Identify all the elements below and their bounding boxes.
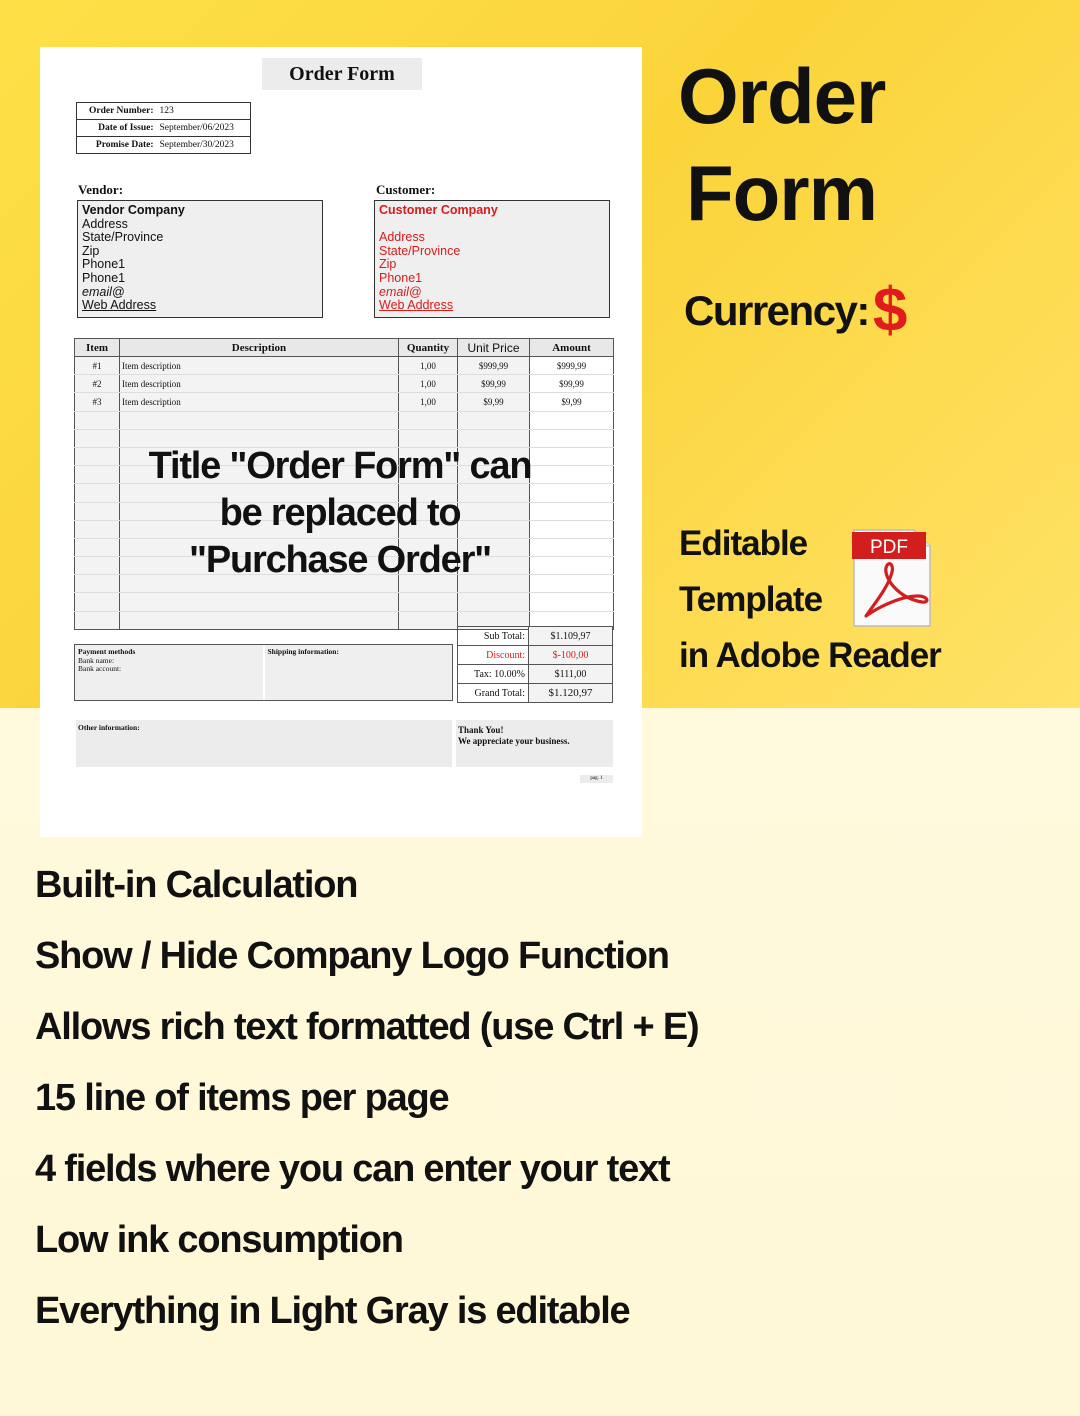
empty-item-unit-price[interactable]	[458, 593, 530, 611]
customer-company: Customer Company	[379, 203, 498, 217]
note-line-2: be replaced to	[219, 492, 461, 534]
item-number[interactable]: #2	[75, 375, 120, 393]
payment-methods-field[interactable]	[75, 645, 263, 700]
empty-item-amount	[530, 411, 614, 429]
item-amount: $99,99	[530, 375, 614, 393]
empty-item-number[interactable]	[75, 411, 120, 429]
item-quantity[interactable]: 1,00	[399, 393, 458, 411]
date-of-issue-field[interactable]: September/06/2023	[157, 120, 251, 137]
item-amount: $9,99	[530, 393, 614, 411]
feature-item: Everything in Light Gray is editable	[35, 1290, 630, 1332]
promise-date-label: Promise Date:	[77, 137, 157, 154]
customer-address: Address	[379, 230, 425, 245]
header-quantity: Quantity	[399, 339, 458, 357]
item-description[interactable]: Item description	[120, 393, 399, 411]
editable-line-3: in Adobe Reader	[679, 636, 941, 675]
empty-table-row	[75, 593, 614, 611]
empty-table-row	[75, 411, 614, 429]
note-line-1: Title "Order Form" can	[148, 445, 532, 487]
payment-methods-title: Payment methods	[78, 647, 136, 656]
empty-item-number[interactable]	[75, 611, 120, 629]
header-description: Description	[120, 339, 399, 357]
feature-item: 15 line of items per page	[35, 1077, 449, 1119]
payment-shipping-box	[74, 644, 453, 701]
vendor-email: email@	[82, 284, 125, 299]
empty-item-description[interactable]	[120, 593, 399, 611]
date-of-issue-label: Date of Issue:	[77, 120, 157, 137]
feature-item: Show / Hide Company Logo Function	[35, 935, 669, 977]
vendor-phone: Phone1	[82, 257, 126, 272]
empty-item-number[interactable]	[75, 593, 120, 611]
promo-title-line-1: Order	[678, 52, 886, 140]
order-meta-table	[76, 102, 251, 154]
editable-line-1: Editable	[679, 524, 808, 563]
promise-date-field[interactable]: September/30/2023	[157, 137, 251, 154]
customer-zip: Zip	[379, 257, 397, 272]
feature-item: Built-in Calculation	[35, 864, 358, 906]
empty-item-description[interactable]	[120, 411, 399, 429]
appreciate-line: We appreciate your business.	[458, 736, 570, 746]
promo-title-line-2: Form	[686, 149, 877, 237]
header-unit-price: Unit Price	[458, 339, 530, 357]
vendor-box[interactable]	[77, 200, 323, 318]
other-information-field[interactable]	[76, 720, 452, 767]
customer-state: State/Province	[379, 243, 461, 258]
grand-total-value: $1.120,97	[529, 684, 613, 703]
totals-table	[457, 626, 613, 703]
item-number[interactable]: #3	[75, 393, 120, 411]
subtotal-value: $1.109,97	[529, 627, 613, 646]
vendor-state: State/Province	[82, 230, 164, 245]
item-quantity[interactable]: 1,00	[399, 357, 458, 375]
feature-item: Allows rich text formatted (use Ctrl + E)	[35, 1006, 699, 1048]
thank-you-line: Thank You!	[458, 725, 504, 735]
header-amount: Amount	[530, 339, 614, 357]
document-title[interactable]: Order Form	[262, 58, 422, 90]
customer-blank-line	[379, 218, 605, 232]
tax-value: $111,00	[529, 665, 613, 684]
item-description[interactable]: Item description	[120, 357, 399, 375]
page-number: pag. 1	[580, 775, 613, 783]
vendor-web: Web Address	[82, 298, 157, 313]
empty-item-quantity[interactable]	[399, 611, 458, 629]
order-number-label: Order Number:	[77, 103, 157, 120]
note-line-3: "Purchase Order"	[189, 539, 491, 581]
customer-phone: Phone1	[379, 270, 423, 285]
vendor-address: Address	[82, 216, 128, 231]
item-unit-price[interactable]: $99,99	[458, 375, 530, 393]
replace-title-note	[100, 443, 580, 584]
customer-label: Customer:	[376, 182, 436, 197]
table-row	[75, 357, 614, 375]
discount-field[interactable]: $-100,00	[529, 646, 613, 665]
other-information-title: Other information:	[78, 723, 140, 732]
customer-box[interactable]	[374, 200, 610, 318]
customer-email: email@	[379, 284, 422, 299]
pdf-badge-label: PDF	[870, 537, 908, 558]
item-amount: $999,99	[530, 357, 614, 375]
vendor-phone-2: Phone1	[82, 270, 126, 285]
customer-web: Web Address	[379, 298, 454, 313]
empty-item-quantity[interactable]	[399, 593, 458, 611]
discount-label: Discount:	[458, 646, 529, 665]
item-number[interactable]: #1	[75, 357, 120, 375]
subtotal-label: Sub Total:	[458, 627, 529, 646]
vendor-zip: Zip	[82, 243, 100, 258]
empty-item-description[interactable]	[120, 611, 399, 629]
thank-you-field[interactable]	[456, 720, 613, 767]
item-quantity[interactable]: 1,00	[399, 375, 458, 393]
header-item: Item	[75, 339, 120, 357]
table-row	[75, 375, 614, 393]
grand-total-label: Grand Total:	[458, 684, 529, 703]
vendor-label: Vendor:	[78, 182, 124, 197]
promo-title	[678, 48, 885, 242]
shipping-information-field[interactable]	[263, 645, 453, 700]
feature-item: Low ink consumption	[35, 1219, 403, 1261]
editable-line-2: Template	[679, 580, 823, 619]
pdf-file-icon	[852, 526, 932, 628]
currency-text: Currency:	[684, 287, 869, 334]
vendor-company: Vendor Company	[82, 203, 185, 217]
item-unit-price[interactable]: $999,99	[458, 357, 530, 375]
bank-account-label: Bank account:	[78, 664, 122, 673]
empty-item-quantity[interactable]	[399, 411, 458, 429]
tax-label[interactable]: Tax: 10.00%	[458, 665, 529, 684]
currency-symbol: $	[872, 276, 906, 345]
shipping-information-title: Shipping information:	[267, 647, 339, 656]
feature-item: 4 fields where you can enter your text	[35, 1148, 670, 1190]
features-list	[35, 854, 698, 1351]
bank-name-label: Bank name:	[78, 655, 115, 665]
currency-label	[684, 276, 906, 345]
empty-item-amount	[530, 593, 614, 611]
item-unit-price[interactable]: $9,99	[458, 393, 530, 411]
empty-item-unit-price[interactable]	[458, 411, 530, 429]
item-description[interactable]: Item description	[120, 375, 399, 393]
order-number-field[interactable]: 123	[157, 103, 251, 120]
table-row	[75, 393, 614, 411]
order-form-page	[40, 47, 642, 837]
